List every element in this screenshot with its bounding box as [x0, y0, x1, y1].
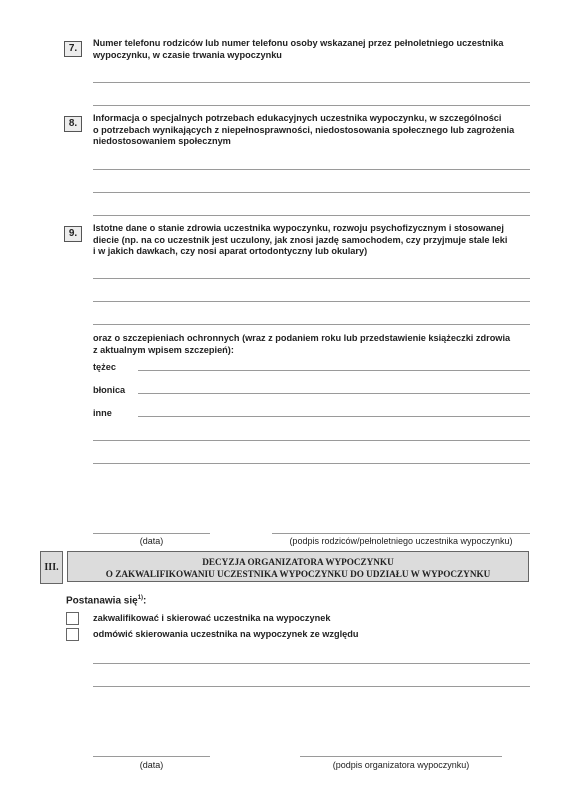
- item-9-text: [93, 223, 507, 258]
- item-number-9: 9.: [64, 226, 82, 242]
- tetanus-field[interactable]: [138, 370, 530, 371]
- item-9-line-2: diecie (np. na co uczestnik jest uczulony, jak znosi jazdę samochodem, czy przyjmuje stale leki: [93, 234, 508, 245]
- date-caption-2: (data): [139, 760, 164, 770]
- organizer-signature-caption: (podpis organizatora wypoczynku): [332, 760, 470, 770]
- qualify-option-label: zakwalifikować i skierować uczestnika na wypoczynek: [93, 613, 331, 623]
- item-9-answer-line-2[interactable]: [93, 301, 530, 302]
- section-header: [67, 551, 529, 582]
- date-signature-line-2[interactable]: [93, 756, 210, 757]
- item-7-text: [93, 38, 503, 61]
- qualify-checkbox[interactable]: [66, 612, 79, 625]
- item-8-line-1: Informacja o specjalnych potrzebach edukacyjnych uczestnika wypoczynku, w szczególności: [93, 113, 502, 123]
- item-9-answer-line-1[interactable]: [93, 278, 530, 279]
- vaccinations-intro-line-2: z aktualnym wpisem szczepień):: [93, 344, 234, 355]
- vaccinations-answer-line-1[interactable]: [93, 440, 530, 441]
- vaccinations-intro: [93, 333, 510, 356]
- item-number-8: 8.: [64, 116, 82, 132]
- item-number-7: 7.: [64, 41, 82, 57]
- refuse-option-label: odmówić skierowania uczestnika na wypoczynek ze względu: [93, 629, 359, 639]
- decision-label: [66, 595, 146, 606]
- other-label: inne: [93, 408, 112, 418]
- item-9-answer-line-3[interactable]: [93, 324, 530, 325]
- vaccinations-answer-line-2[interactable]: [93, 463, 530, 464]
- item-8-line-3: niedostosowaniem społecznym: [93, 136, 231, 146]
- item-8-answer-line-1[interactable]: [93, 169, 530, 170]
- section-title-line-1: DECYZJA ORGANIZATORA WYPOCZYNKU: [202, 557, 394, 567]
- decision-answer-line-1[interactable]: [93, 663, 530, 664]
- decision-answer-line-2[interactable]: [93, 686, 530, 687]
- item-8-text: [93, 113, 514, 148]
- section-number-box: III.: [40, 551, 63, 584]
- diphtheria-field[interactable]: [138, 393, 530, 394]
- parent-signature-caption: (podpis rodziców/pełnoletniego uczestnika wypoczynku): [289, 536, 513, 546]
- organizer-signature-line[interactable]: [300, 756, 502, 757]
- item-8-line-2: o potrzebach wynikających z niepełnosprawności, niedostosowania społecznego lub zagrożenia: [93, 124, 515, 135]
- footnote-marker: 1): [137, 595, 144, 601]
- other-field[interactable]: [138, 416, 530, 417]
- item-7-line-1: Numer telefonu rodziców lub numer telefonu osoby wskazanej przez pełnoletniego uczestnika: [93, 38, 504, 48]
- date-caption-1: (data): [139, 536, 164, 546]
- item-7-answer-line-1[interactable]: [93, 82, 530, 83]
- item-8-answer-line-3[interactable]: [93, 215, 530, 216]
- item-8-answer-line-2[interactable]: [93, 192, 530, 193]
- parent-signature-line[interactable]: [272, 533, 530, 534]
- decision-label-colon: :: [143, 595, 147, 607]
- section-title-line-2: O ZAKWALIFIKOWANIU UCZESTNIKA WYPOCZYNKU DO UDZIAŁU W WYPOCZYNKU: [105, 569, 491, 579]
- item-7-answer-line-2[interactable]: [93, 105, 530, 106]
- item-9-line-1: Istotne dane o stanie zdrowia uczestnika wypoczynku, rozwoju psychofizycznym i stosowanej: [93, 223, 504, 233]
- decision-label-text: Postanawia się: [66, 595, 138, 607]
- diphtheria-label: błonica: [93, 385, 126, 395]
- refuse-checkbox[interactable]: [66, 628, 79, 641]
- item-9-line-3: i w jakich dawkach, czy nosi aparat ortodontyczny lub okulary): [93, 246, 368, 256]
- date-signature-line-1[interactable]: [93, 533, 210, 534]
- vaccinations-intro-line-1: oraz o szczepieniach ochronnych (wraz z podaniem roku lub przedstawienie książeczki zdrowia: [93, 333, 511, 343]
- tetanus-label: tężec: [93, 362, 116, 372]
- item-7-line-2: wypoczynku, w czasie trwania wypoczynku: [93, 49, 282, 60]
